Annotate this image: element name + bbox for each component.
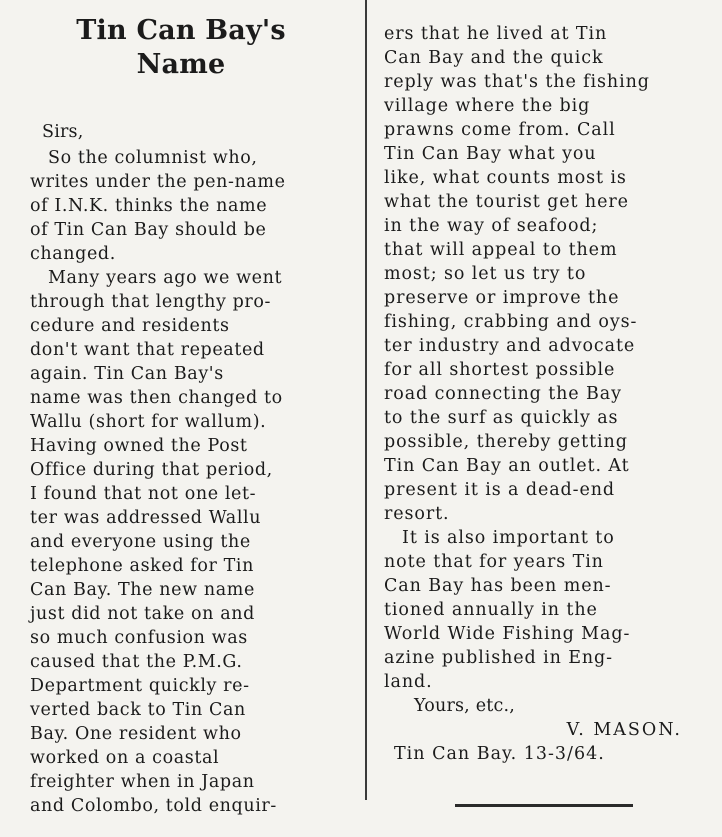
text-line: of I.N.K. thinks the name <box>30 196 268 216</box>
text-line: Can Bay and the quick <box>384 48 604 68</box>
column-divider <box>365 0 367 800</box>
text-line: Tin Can Bay what you <box>384 144 597 164</box>
text-line: most; so let us try to <box>384 264 587 284</box>
text-line: ter industry and advocate <box>384 336 636 356</box>
text-line: just did not take on and <box>30 604 255 624</box>
left-column-text <box>30 146 332 818</box>
text-line: caused that the P.M.G. <box>30 652 243 672</box>
headline <box>30 14 332 82</box>
text-line: to the surf as quickly as <box>384 408 619 428</box>
text-line: Many years ago we went <box>48 268 283 288</box>
text-line: reply was that's the fishing <box>384 72 650 92</box>
text-line: Bay. One resident who <box>30 724 242 744</box>
text-line: possible, thereby getting <box>384 432 628 452</box>
text-line: It is also important to <box>402 528 615 548</box>
text-line: So the columnist who, <box>48 148 258 168</box>
sign-off: Yours, etc., <box>414 696 516 716</box>
text-line: land. <box>384 672 433 692</box>
text-line: don't want that repeated <box>30 340 265 360</box>
text-line: prawns come from. Call <box>384 120 616 140</box>
text-line: Department quickly re- <box>30 676 250 696</box>
text-line: Wallu (short for wallum). <box>30 412 267 432</box>
text-line: Can Bay. The new name <box>30 580 255 600</box>
signature-name: V. MASON. <box>566 720 682 740</box>
text-line: like, what counts most is <box>384 168 627 188</box>
text-line: name was then changed to <box>30 388 283 408</box>
text-line: freighter when in Japan <box>30 772 255 792</box>
text-line: fishing, crabbing and oys- <box>384 312 638 332</box>
text-line: verted back to Tin Can <box>30 700 246 720</box>
text-line: that will appeal to them <box>384 240 618 260</box>
text-line: road connecting the Bay <box>384 384 622 404</box>
text-line: present it is a dead-end <box>384 480 615 500</box>
text-line: worked on a coastal <box>30 748 220 768</box>
text-line: cedure and residents <box>30 316 230 336</box>
text-line: for all shortest possible <box>384 360 616 380</box>
text-line: Tin Can Bay an outlet. At <box>384 456 630 476</box>
text-line: what the tourist get here <box>384 192 629 212</box>
text-line: and Colombo, told enquir- <box>30 796 277 816</box>
text-line: note that for years Tin <box>384 552 604 572</box>
text-line: through that lengthy pro- <box>30 292 272 312</box>
headline-line-1: Tin Can Bay's <box>76 15 286 46</box>
text-line: village where the big <box>384 96 591 116</box>
text-line: so much confusion was <box>30 628 248 648</box>
text-line: of Tin Can Bay should be <box>30 220 267 240</box>
text-line: Having owned the Post <box>30 436 248 456</box>
headline-line-2: Name <box>136 49 226 80</box>
text-line: telephone asked for Tin <box>30 556 254 576</box>
text-line: writes under the pen-name <box>30 172 286 192</box>
text-line: azine published in Eng- <box>384 648 613 668</box>
end-rule <box>455 804 633 807</box>
text-line: tioned annually in the <box>384 600 598 620</box>
left-column <box>30 0 332 818</box>
text-line: ter was addressed Wallu <box>30 508 262 528</box>
right-column-text <box>384 22 706 694</box>
text-line: preserve or improve the <box>384 288 620 308</box>
salutation: Sirs, <box>42 122 84 142</box>
signature-place-date: Tin Can Bay. 13-3/64. <box>394 744 605 764</box>
text-line: Can Bay has been men- <box>384 576 612 596</box>
text-line: Office during that period, <box>30 460 273 480</box>
text-line: and everyone using the <box>30 532 251 552</box>
text-line: in the way of seafood; <box>384 216 599 236</box>
text-line: World Wide Fishing Mag- <box>384 624 631 644</box>
text-line: resort. <box>384 504 450 524</box>
text-line: changed. <box>30 244 116 264</box>
right-column <box>384 22 706 766</box>
text-line: ers that he lived at Tin <box>384 24 608 44</box>
text-line: again. Tin Can Bay's <box>30 364 224 384</box>
text-line: I found that not one let- <box>30 484 257 504</box>
